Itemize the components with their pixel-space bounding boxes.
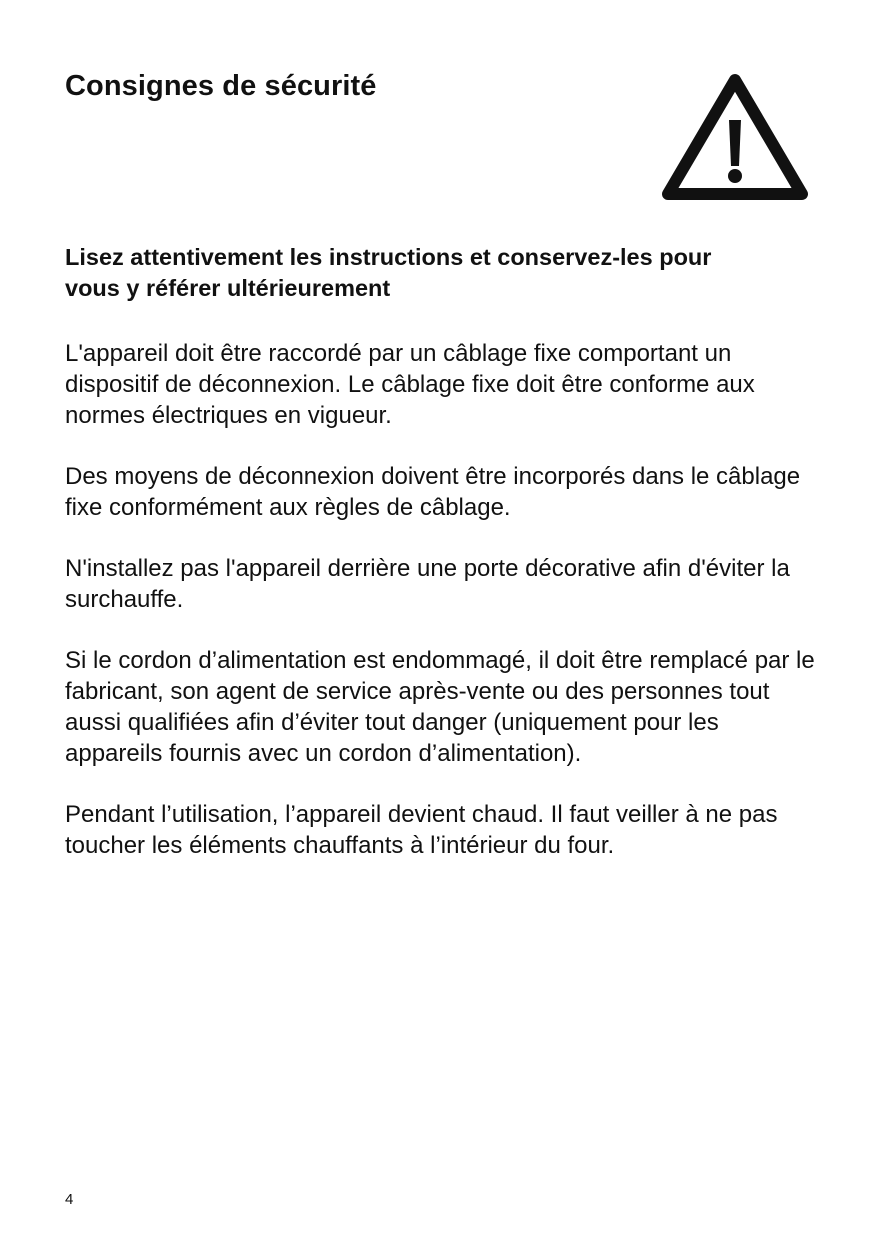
subheading-line-1: Lisez attentivement les instructions et conservez-les pour	[65, 244, 712, 270]
page-title: Consignes de sécurité	[65, 70, 377, 102]
instructions-subheading	[65, 242, 820, 304]
subheading-line-2: vous y référer ultérieurement	[65, 275, 391, 301]
safety-instructions	[65, 242, 820, 891]
page-number: 4	[65, 1191, 74, 1208]
warning-triangle-icon	[660, 72, 810, 206]
paragraph-hot-surfaces: Pendant l’utilisation, l’appareil devient chaud. Il faut veiller à ne pas toucher les éléments chauffants à l’intérieur du four.	[65, 801, 778, 859]
paragraph-power-cord: Si le cordon d’alimentation est endommagé, il doit être remplacé par le fabricant, son agent de service après-vente ou des personnes tout aussi qualifiées afin d’éviter tout danger (uniquement pour les appareils fournis avec un cordon d’alimentation).	[65, 647, 815, 767]
paragraph-wiring: L'appareil doit être raccordé par un câblage fixe comportant un dispositif de déconnexion. Le câblage fixe doit être conforme aux normes électriques en vigueur.	[65, 340, 755, 429]
paragraph-disconnection: Des moyens de déconnexion doivent être incorporés dans le câblage fixe conformément aux règles de câblage.	[65, 463, 801, 521]
paragraph-overheating: N'installez pas l'appareil derrière une porte décorative afin d'éviter la surchauffe.	[65, 555, 790, 613]
